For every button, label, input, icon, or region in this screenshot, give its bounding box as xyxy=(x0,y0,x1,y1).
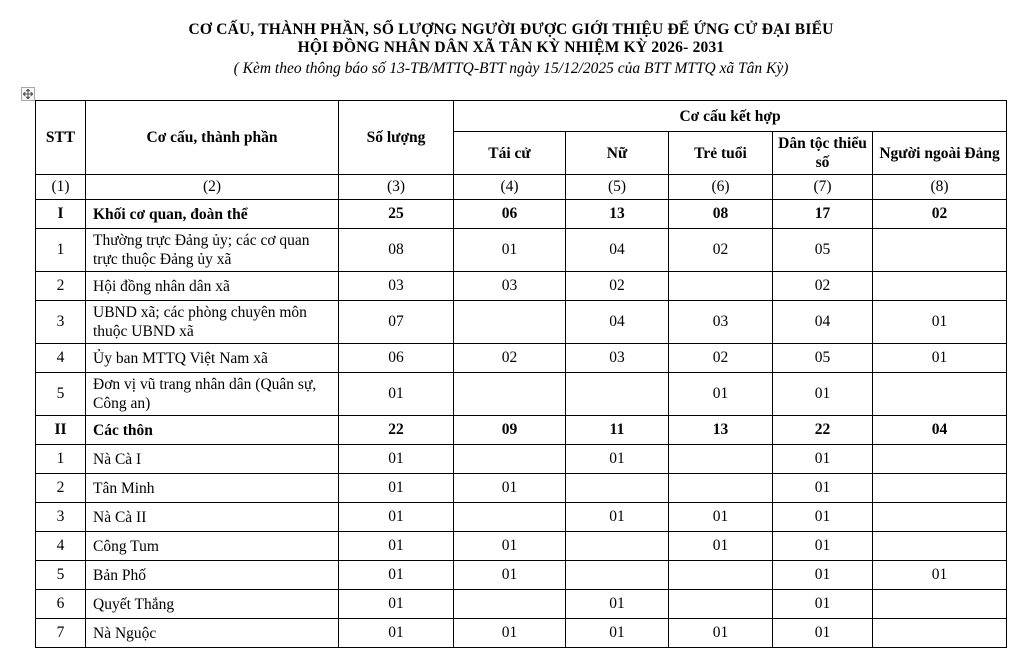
table-row xyxy=(36,301,1007,344)
cell-ngoai-dang: 04 xyxy=(873,416,1007,445)
cell-ngoai-dang xyxy=(873,619,1007,648)
doc-subtitle: ( Kèm theo thông báo số 13-TB/MTTQ-BTT ngày 15/12/2025 của BTT MTTQ xã Tân Kỳ) xyxy=(233,60,789,77)
cell-name: Quyết Thắng xyxy=(86,590,339,619)
cell-name: UBND xã; các phòng chuyên môn thuộc UBND xã xyxy=(86,301,339,344)
cell-name: Tân Minh xyxy=(86,474,339,503)
col-header-tre-tuoi: Trẻ tuổi xyxy=(669,132,773,175)
col-header-dan-toc: Dân tộc thiểu số xyxy=(773,132,873,175)
cell-stt: 4 xyxy=(36,532,86,561)
cell-tre-tuoi: 01 xyxy=(669,373,773,416)
col-number-2: (2) xyxy=(86,175,339,200)
cell-name: Bản Phố xyxy=(86,561,339,590)
cell-so-luong: 07 xyxy=(339,301,454,344)
cell-ngoai-dang xyxy=(873,229,1007,272)
cell-nu: 11 xyxy=(566,416,669,445)
cell-so-luong: 01 xyxy=(339,474,454,503)
col-header-stt: STT xyxy=(36,101,86,175)
cell-stt: 5 xyxy=(36,373,86,416)
cell-so-luong: 01 xyxy=(339,373,454,416)
cell-ngoai-dang xyxy=(873,590,1007,619)
cell-dan-toc: 01 xyxy=(773,619,873,648)
col-header-ket-hop: Cơ cấu kết hợp xyxy=(454,101,1007,132)
table-row xyxy=(36,445,1007,474)
cell-nu: 01 xyxy=(566,590,669,619)
cell-nu: 04 xyxy=(566,301,669,344)
cell-so-luong: 01 xyxy=(339,590,454,619)
cell-nu: 01 xyxy=(566,445,669,474)
cell-stt: I xyxy=(36,200,86,229)
cell-tai-cu: 09 xyxy=(454,416,566,445)
table-row xyxy=(36,272,1007,301)
cell-name: Thường trực Đảng ủy; các cơ quan trực thuộc Đảng ủy xã xyxy=(86,229,339,272)
cell-stt: 5 xyxy=(36,561,86,590)
table-row xyxy=(36,590,1007,619)
cell-stt: 2 xyxy=(36,272,86,301)
cell-stt: 1 xyxy=(36,445,86,474)
cell-tai-cu: 01 xyxy=(454,474,566,503)
cell-dan-toc: 01 xyxy=(773,445,873,474)
cell-tai-cu: 01 xyxy=(454,532,566,561)
cell-so-luong: 01 xyxy=(339,619,454,648)
cell-so-luong: 22 xyxy=(339,416,454,445)
cell-nu: 03 xyxy=(566,344,669,373)
cell-nu: 01 xyxy=(566,619,669,648)
document-header xyxy=(0,0,1022,79)
cell-ngoai-dang xyxy=(873,474,1007,503)
cell-tre-tuoi xyxy=(669,474,773,503)
cell-tre-tuoi: 01 xyxy=(669,619,773,648)
cell-tai-cu xyxy=(454,445,566,474)
cell-nu: 01 xyxy=(566,503,669,532)
col-number-3: (3) xyxy=(339,175,454,200)
cell-stt: 1 xyxy=(36,229,86,272)
table-row xyxy=(36,532,1007,561)
cell-so-luong: 25 xyxy=(339,200,454,229)
col-number-1: (1) xyxy=(36,175,86,200)
cell-tai-cu: 03 xyxy=(454,272,566,301)
cell-name: Đơn vị vũ trang nhân dân (Quân sự, Công an) xyxy=(86,373,339,416)
cell-tai-cu: 01 xyxy=(454,229,566,272)
cell-tre-tuoi: 02 xyxy=(669,344,773,373)
cell-name: Ủy ban MTTQ Việt Nam xã xyxy=(86,344,339,373)
cell-tai-cu: 02 xyxy=(454,344,566,373)
cell-stt: 3 xyxy=(36,301,86,344)
col-number-8: (8) xyxy=(873,175,1007,200)
cell-ngoai-dang xyxy=(873,503,1007,532)
table-move-handle-icon[interactable] xyxy=(21,87,35,101)
col-number-5: (5) xyxy=(566,175,669,200)
cell-tai-cu: 01 xyxy=(454,619,566,648)
cell-tre-tuoi: 01 xyxy=(669,532,773,561)
cell-ngoai-dang xyxy=(873,532,1007,561)
cell-so-luong: 03 xyxy=(339,272,454,301)
cell-nu xyxy=(566,561,669,590)
col-header-so-luong: Số lượng xyxy=(339,101,454,175)
cell-ngoai-dang xyxy=(873,272,1007,301)
cell-tai-cu: 01 xyxy=(454,561,566,590)
cell-dan-toc: 17 xyxy=(773,200,873,229)
cell-name: Hội đồng nhân dân xã xyxy=(86,272,339,301)
cell-stt: 7 xyxy=(36,619,86,648)
cell-nu: 13 xyxy=(566,200,669,229)
cell-tre-tuoi: 13 xyxy=(669,416,773,445)
cell-tre-tuoi xyxy=(669,272,773,301)
cell-name: Nà Cà II xyxy=(86,503,339,532)
cell-ngoai-dang: 02 xyxy=(873,200,1007,229)
cell-tai-cu: 06 xyxy=(454,200,566,229)
table-row xyxy=(36,416,1007,445)
table-row xyxy=(36,474,1007,503)
cell-stt: 6 xyxy=(36,590,86,619)
cell-so-luong: 01 xyxy=(339,532,454,561)
cell-stt: 4 xyxy=(36,344,86,373)
cell-name: Khối cơ quan, đoàn thể xyxy=(86,200,339,229)
cell-ngoai-dang: 01 xyxy=(873,344,1007,373)
cell-nu: 04 xyxy=(566,229,669,272)
cell-so-luong: 08 xyxy=(339,229,454,272)
cell-nu xyxy=(566,373,669,416)
col-header-ngoai-dang: Người ngoài Đảng xyxy=(873,132,1007,175)
cell-tai-cu xyxy=(454,373,566,416)
table-row xyxy=(36,373,1007,416)
table-row xyxy=(36,619,1007,648)
cell-name: Các thôn xyxy=(86,416,339,445)
cell-tai-cu xyxy=(454,503,566,532)
cell-so-luong: 06 xyxy=(339,344,454,373)
cell-dan-toc: 22 xyxy=(773,416,873,445)
col-header-nu: Nữ xyxy=(566,132,669,175)
cell-tre-tuoi: 01 xyxy=(669,503,773,532)
cell-dan-toc: 01 xyxy=(773,590,873,619)
col-number-7: (7) xyxy=(773,175,873,200)
cell-stt: 3 xyxy=(36,503,86,532)
cell-nu xyxy=(566,532,669,561)
cell-dan-toc: 01 xyxy=(773,503,873,532)
allocation-table xyxy=(35,100,1007,648)
cell-ngoai-dang: 01 xyxy=(873,561,1007,590)
cell-dan-toc: 02 xyxy=(773,272,873,301)
cell-so-luong: 01 xyxy=(339,503,454,532)
table-row xyxy=(36,200,1007,229)
cell-ngoai-dang xyxy=(873,373,1007,416)
cell-stt: 2 xyxy=(36,474,86,503)
cell-so-luong: 01 xyxy=(339,445,454,474)
cell-dan-toc: 05 xyxy=(773,229,873,272)
cell-dan-toc: 05 xyxy=(773,344,873,373)
col-number-6: (6) xyxy=(669,175,773,200)
cell-tre-tuoi: 02 xyxy=(669,229,773,272)
cell-dan-toc: 01 xyxy=(773,561,873,590)
table-row xyxy=(36,503,1007,532)
cell-stt: II xyxy=(36,416,86,445)
cell-tre-tuoi: 08 xyxy=(669,200,773,229)
cell-tai-cu xyxy=(454,590,566,619)
doc-title-line2: HỘI ĐỒNG NHÂN DÂN XÃ TÂN KỲ NHIỆM KỲ 2026- 2031 xyxy=(297,39,725,56)
cell-tre-tuoi xyxy=(669,445,773,474)
cell-dan-toc: 04 xyxy=(773,301,873,344)
col-header-co-cau: Cơ cấu, thành phần xyxy=(86,101,339,175)
cell-ngoai-dang xyxy=(873,445,1007,474)
col-number-4: (4) xyxy=(454,175,566,200)
cell-so-luong: 01 xyxy=(339,561,454,590)
col-header-tai-cu: Tái cử xyxy=(454,132,566,175)
cell-tre-tuoi xyxy=(669,590,773,619)
cell-ngoai-dang: 01 xyxy=(873,301,1007,344)
cell-nu xyxy=(566,474,669,503)
table-row xyxy=(36,229,1007,272)
table-body xyxy=(36,200,1007,648)
cell-name: Nà Cà I xyxy=(86,445,339,474)
cell-dan-toc: 01 xyxy=(773,532,873,561)
cell-dan-toc: 01 xyxy=(773,373,873,416)
cell-name: Nà Nguộc xyxy=(86,619,339,648)
cell-tre-tuoi: 03 xyxy=(669,301,773,344)
cell-dan-toc: 01 xyxy=(773,474,873,503)
cell-nu: 02 xyxy=(566,272,669,301)
table-row xyxy=(36,561,1007,590)
doc-title-line1: CƠ CẤU, THÀNH PHẦN, SỐ LƯỢNG NGƯỜI ĐƯỢC GIỚI THIỆU ĐỂ ỨNG CỬ ĐẠI BIỂU xyxy=(188,21,834,38)
table-row xyxy=(36,344,1007,373)
cell-name: Công Tum xyxy=(86,532,339,561)
cell-tai-cu xyxy=(454,301,566,344)
cell-tre-tuoi xyxy=(669,561,773,590)
